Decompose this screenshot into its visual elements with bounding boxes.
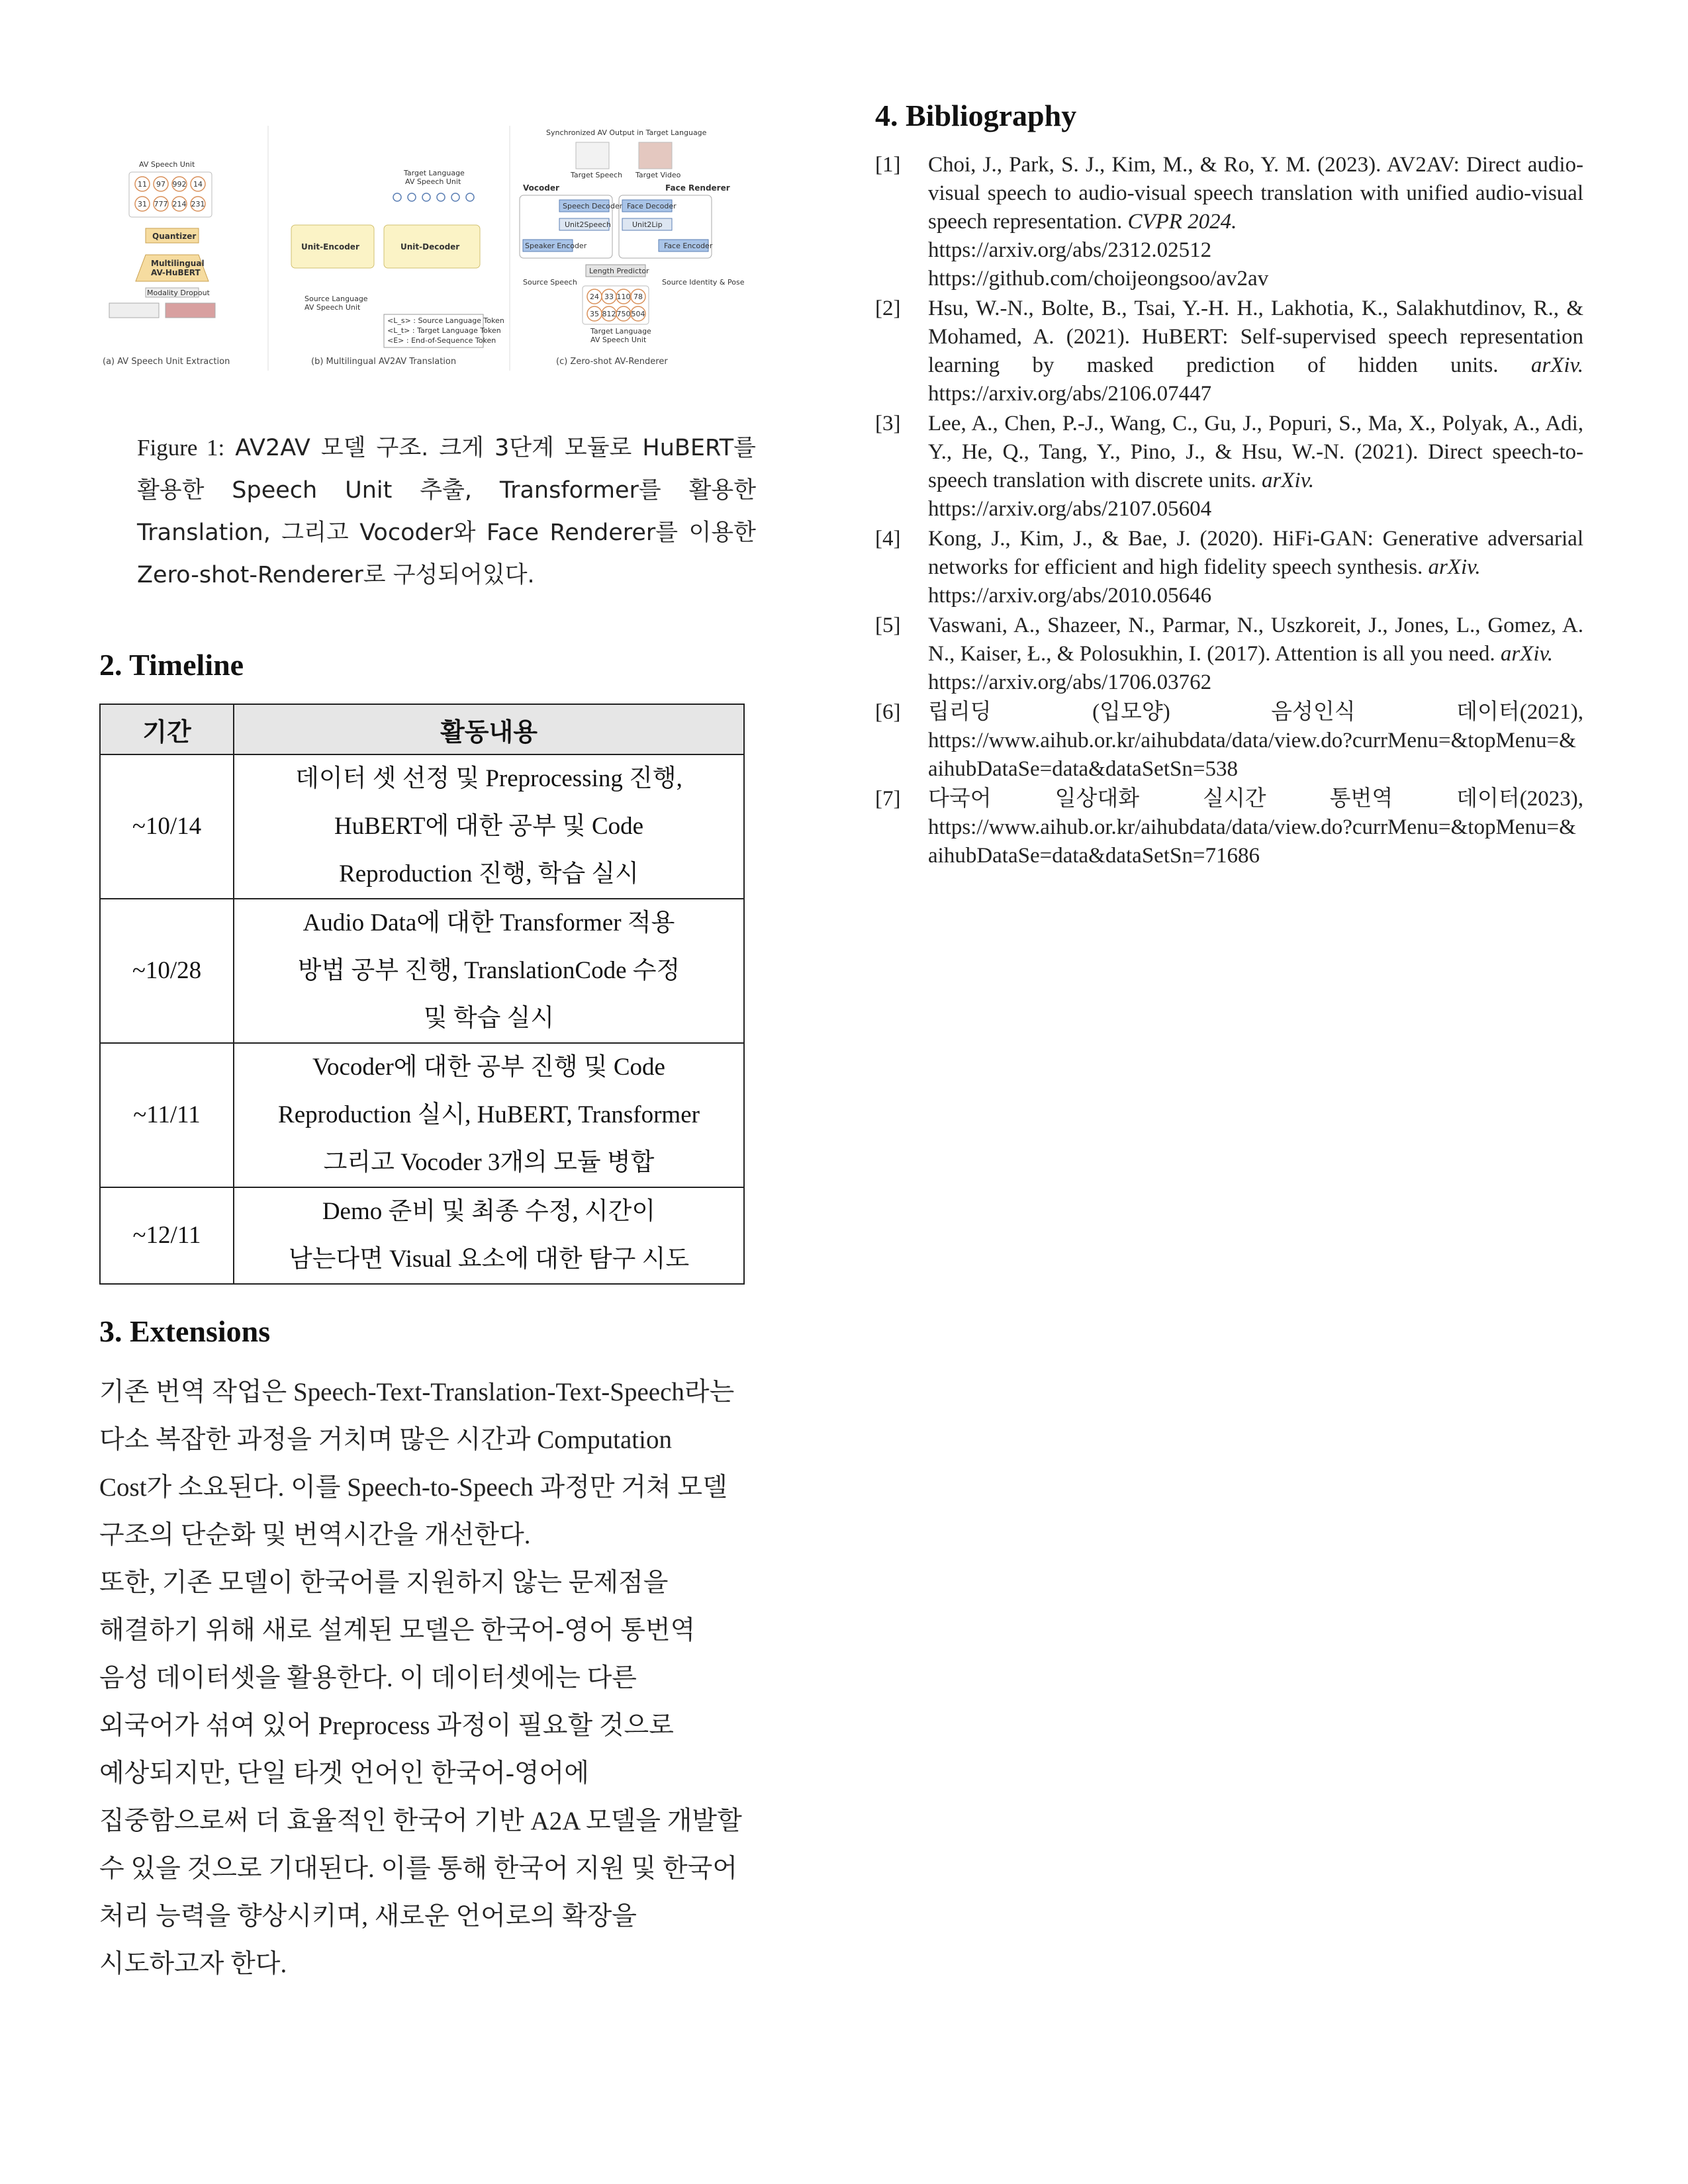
content-line: Reproduction 실시, HuBERT, Transformer	[278, 1101, 700, 1128]
content-line: 및 학습 실시	[423, 1005, 555, 1032]
face-encoder-label: Face Encoder	[664, 242, 713, 250]
bib-entry	[875, 151, 1583, 293]
unit-decoder-label: Unit-Decoder	[400, 242, 460, 251]
bib-entry	[875, 295, 1583, 408]
extensions-line: 다소 복잡한 과정을 거치며 많은 시간과 Computation	[99, 1426, 672, 1454]
unit2lip-label: Unit2Lip	[632, 220, 663, 229]
panel-c-unit-label: 110	[616, 293, 631, 301]
bib-number: [4]	[875, 527, 901, 551]
content-line: Reproduction 진행, 학습 실시	[339, 860, 639, 887]
bib-text: Vaswani, A., Shazeer, N., Parmar, N., Uszkoreit, J., Jones, L., Gomez, A. N., Kaiser, Ł., & Polosukhin, I. (2017). Attention is all you need.	[928, 614, 1583, 666]
panel-a-unit-label: 777	[154, 200, 168, 208]
speech-decoder-label: Speech Decoder	[563, 202, 623, 210]
bib-url[interactable]: https://arxiv.org/abs/2107.05604	[928, 497, 1212, 521]
bib-venue: arXiv.	[1428, 555, 1481, 579]
bibliography-heading: 4. Bibliography	[875, 99, 1077, 132]
panel-b-output-token	[408, 193, 416, 201]
panel-b-target-2: AV Speech Unit	[405, 177, 461, 186]
bib-venue: arXiv.	[1500, 642, 1553, 666]
bib-url[interactable]: https://arxiv.org/abs/1706.03762	[928, 670, 1212, 694]
bib-text: Hsu, W.-N., Bolte, B., Tsai, Y.-H. H., Lakhotia, K., Salakhutdinov, R., & Mohamed, A. (2021). HuBERT: Self-supervised speech representation learning by masked prediction of hidden units.	[928, 296, 1583, 377]
content-line: 데이터 셋 선정 및 Preprocessing 진행,	[295, 765, 682, 792]
face-decoder-label: Face Decoder	[627, 202, 677, 210]
model-label-2: AV-HuBERT	[151, 268, 201, 277]
panel-a-unit-label: 11	[138, 180, 147, 189]
bib-number: [2]	[875, 296, 901, 320]
panel-b-caption: (b) Multilingual AV2AV Translation	[311, 357, 457, 367]
figure-caption	[137, 427, 756, 596]
unit2speech-label: Unit2Speech	[565, 220, 611, 229]
table-row	[100, 754, 744, 899]
panel-b-source-1: Source Language	[305, 295, 368, 303]
content-cell	[234, 899, 744, 1043]
source-speech-label: Source Speech	[523, 278, 577, 287]
bib-entry	[875, 525, 1583, 610]
panel-a-caption: (a) AV Speech Unit Extraction	[103, 357, 230, 367]
content-line: 남는다면 Visual 요소에 대한 탐구 시도	[288, 1246, 690, 1273]
panel-c-unit-label: 35	[590, 310, 599, 318]
panel-c-unit-label: 33	[604, 293, 614, 301]
content-cell	[234, 1043, 744, 1187]
panel-c-caption: (c) Zero-shot AV-Renderer	[556, 357, 668, 367]
bib-number: [1]	[875, 153, 901, 177]
bib-url[interactable]: https://arxiv.org/abs/2106.07447	[928, 382, 1212, 406]
table-row	[100, 1043, 744, 1187]
bib-text: 립리딩 (입모양) 음성인식 데이터(2021),	[928, 700, 1583, 724]
timeline-table	[99, 704, 745, 1285]
legend-2: <L_t> : Target Language Token	[387, 326, 501, 335]
content-line: 방법 공부 진행, TranslationCode 수정	[297, 957, 680, 984]
extensions-heading: 3. Extensions	[99, 1314, 271, 1348]
bib-venue: arXiv.	[1262, 469, 1315, 492]
length-predictor-label: Length Predictor	[589, 267, 649, 275]
bib-url[interactable]: https://arxiv.org/abs/2312.02512	[928, 238, 1212, 262]
target-video-label: Target Video	[635, 171, 681, 179]
panel-b-output-token	[466, 193, 474, 201]
bib-url[interactable]: https://github.com/choijeongsoo/av2av	[928, 267, 1269, 291]
extensions-line: 집중함으로써 더 효율적인 한국어 기반 A2A 모델을 개발할	[99, 1807, 742, 1835]
legend-3: <E> : End-of-Sequence Token	[387, 336, 496, 345]
panel-a-unit-label: 214	[172, 200, 187, 208]
speaker-encoder-label: Speaker Encoder	[525, 242, 587, 250]
extensions-line: Cost가 소요된다. 이를 Speech-to-Speech 과정만 거쳐 모델	[99, 1473, 727, 1502]
extensions-line: 수 있을 것으로 기대된다. 이를 통해 한국어 지원 및 한국어	[99, 1854, 738, 1883]
panel-a-unit-label: 231	[191, 200, 205, 208]
bibliography-list	[875, 151, 1583, 872]
panel-a-top-label: AV Speech Unit	[139, 160, 195, 169]
period-cell: ~12/11	[100, 1187, 234, 1284]
bib-venue: CVPR 2024.	[1127, 210, 1237, 234]
figure-caption-label: Figure 1:	[137, 435, 225, 461]
period-cell: ~10/14	[100, 754, 234, 899]
panel-c-unit-label: 78	[633, 293, 643, 301]
extensions-line: 시도하고자 한다.	[99, 1950, 287, 1978]
content-line: Vocoder에 대한 공부 진행 및 Code	[312, 1054, 665, 1081]
model-label-1: Multilingual	[151, 259, 205, 268]
bib-url[interactable]: https://www.aihub.or.kr/aihubdata/data/view.do?currMenu=&topMenu=&aihubDataSe=data&dataSetSn=71686	[928, 815, 1576, 868]
extensions-line: 외국어가 섞여 있어 Preprocess 과정이 필요할 것으로	[99, 1711, 674, 1740]
bib-entry	[875, 785, 1583, 870]
period-cell: ~10/28	[100, 899, 234, 1043]
panel-c-bottom-2: AV Speech Unit	[590, 336, 647, 344]
content-line: Demo 준비 및 최종 수정, 시간이	[322, 1198, 656, 1225]
bib-entry	[875, 410, 1583, 523]
figure-diagram	[99, 126, 761, 384]
bib-number: [6]	[875, 700, 901, 724]
target-speech-label: Target Speech	[571, 171, 623, 179]
bib-text: Kong, J., Kim, J., & Bae, J. (2020). HiFi-GAN: Generative adversarial networks for efficient and high fidelity speech synthesis.	[928, 527, 1583, 579]
content-line: Audio Data에 대한 Transformer 적용	[303, 909, 675, 936]
bib-entry	[875, 698, 1583, 784]
extensions-line: 음성 데이터셋을 활용한다. 이 데이터셋에는 다른	[99, 1664, 637, 1692]
bib-text: Choi, J., Park, S. J., Kim, M., & Ro, Y. M. (2023). AV2AV: Direct audio-visual speech to audio-visual speech translation with unified audio-visual speech representation.	[928, 153, 1583, 234]
content-cell	[234, 754, 744, 899]
extensions-line: 또한, 기존 모델이 한국어를 지원하지 않는 문제점을	[99, 1569, 669, 1597]
source-identity-label: Source Identity & Pose	[662, 278, 745, 287]
period-cell: ~11/11	[100, 1043, 234, 1187]
panel-c-bottom-1: Target Language	[590, 327, 651, 336]
panel-b-output-token	[451, 193, 459, 201]
panel-a-unit-label: 97	[156, 180, 165, 189]
panel-b-target-1: Target Language	[404, 169, 465, 177]
extensions-line: 해결하기 위해 새로 설계된 모델은 한국어-영어 통번역	[99, 1616, 696, 1645]
panel-b-output-token	[393, 193, 401, 201]
panel-b-source-2: AV Speech Unit	[305, 303, 361, 312]
table-row	[100, 899, 744, 1043]
panel-a-unit-label: 14	[193, 180, 203, 189]
figure-av2av-architecture	[99, 126, 761, 384]
extensions-line: 처리 능력을 향상시키며, 새로운 언어로의 확장을	[99, 1902, 637, 1931]
panel-c-top-label: Synchronized AV Output in Target Language	[546, 128, 707, 137]
figure-panel-c	[520, 128, 745, 367]
bib-url[interactable]: https://www.aihub.or.kr/aihubdata/data/view.do?currMenu=&topMenu=&aihubDataSe=data&dataSetSn=538	[928, 729, 1576, 781]
panel-c-unit-label: 750	[616, 310, 631, 318]
bib-number: [5]	[875, 614, 901, 637]
panel-a-unit-label: 992	[172, 180, 187, 189]
timeline-header-row	[100, 704, 744, 754]
bib-entry	[875, 612, 1583, 697]
content-line: 그리고 Vocoder 3개의 모듈 병합	[323, 1149, 655, 1176]
col-content-header: 활동내용	[234, 704, 744, 754]
panel-b-output-token	[437, 193, 445, 201]
panel-c-unit-label: 24	[590, 293, 599, 301]
bib-number: [7]	[875, 787, 901, 811]
panel-c-unit-label: 812	[602, 310, 616, 318]
panel-a-unit-label: 31	[138, 200, 147, 208]
panel-c-unit-label: 504	[631, 310, 645, 318]
quantizer-label: Quantizer	[152, 232, 197, 241]
content-line: HuBERT에 대한 공부 및 Code	[334, 813, 644, 840]
bib-text: 다국어 일상대화 실시간 통번역 데이터(2023),	[928, 787, 1583, 811]
extensions-line: 예상되지만, 단일 타겟 언어인 한국어-영어에	[99, 1759, 589, 1788]
face-renderer-label: Face Renderer	[665, 183, 730, 193]
dropout-label: Modality Dropout	[147, 289, 210, 297]
vocoder-label: Vocoder	[523, 183, 559, 193]
panel-b-output-token	[422, 193, 430, 201]
extensions-body	[99, 1369, 814, 1988]
legend-1: <L_s> : Source Language Token	[387, 316, 504, 325]
col-period-header: 기간	[100, 704, 234, 754]
extensions-line: 기존 번역 작업은 Speech-Text-Translation-Text-Speech라는	[99, 1378, 735, 1406]
figure-panel-a	[103, 160, 230, 367]
timeline-heading: 2. Timeline	[99, 648, 244, 682]
bib-number: [3]	[875, 412, 901, 435]
bib-venue: arXiv.	[1530, 353, 1584, 377]
unit-encoder-label: Unit-Encoder	[301, 242, 359, 251]
content-cell	[234, 1187, 744, 1284]
figure-panel-b	[291, 169, 504, 367]
extensions-line: 구조의 단순화 및 번역시간을 개선한다.	[99, 1521, 531, 1549]
figure-caption-text: AV2AV 모델 구조. 크게 3단계 모듈로 HuBERT를 활용한 Speech Unit 추출, Transformer를 활용한 Translation, 그리고 Vocoder와 Face Renderer를 이용한 Zero-shot-Renderer로 구성되어있다.	[137, 435, 756, 588]
bib-url[interactable]: https://arxiv.org/abs/2010.05646	[928, 584, 1212, 608]
table-row	[100, 1187, 744, 1284]
bib-text: Lee, A., Chen, P.-J., Wang, C., Gu, J., Popuri, S., Ma, X., Polyak, A., Adi, Y., He, Q., Tang, Y., Pino, J., & Hsu, W.-N. (2021). Direct speech-to-speech translation with discrete units.	[928, 412, 1583, 492]
